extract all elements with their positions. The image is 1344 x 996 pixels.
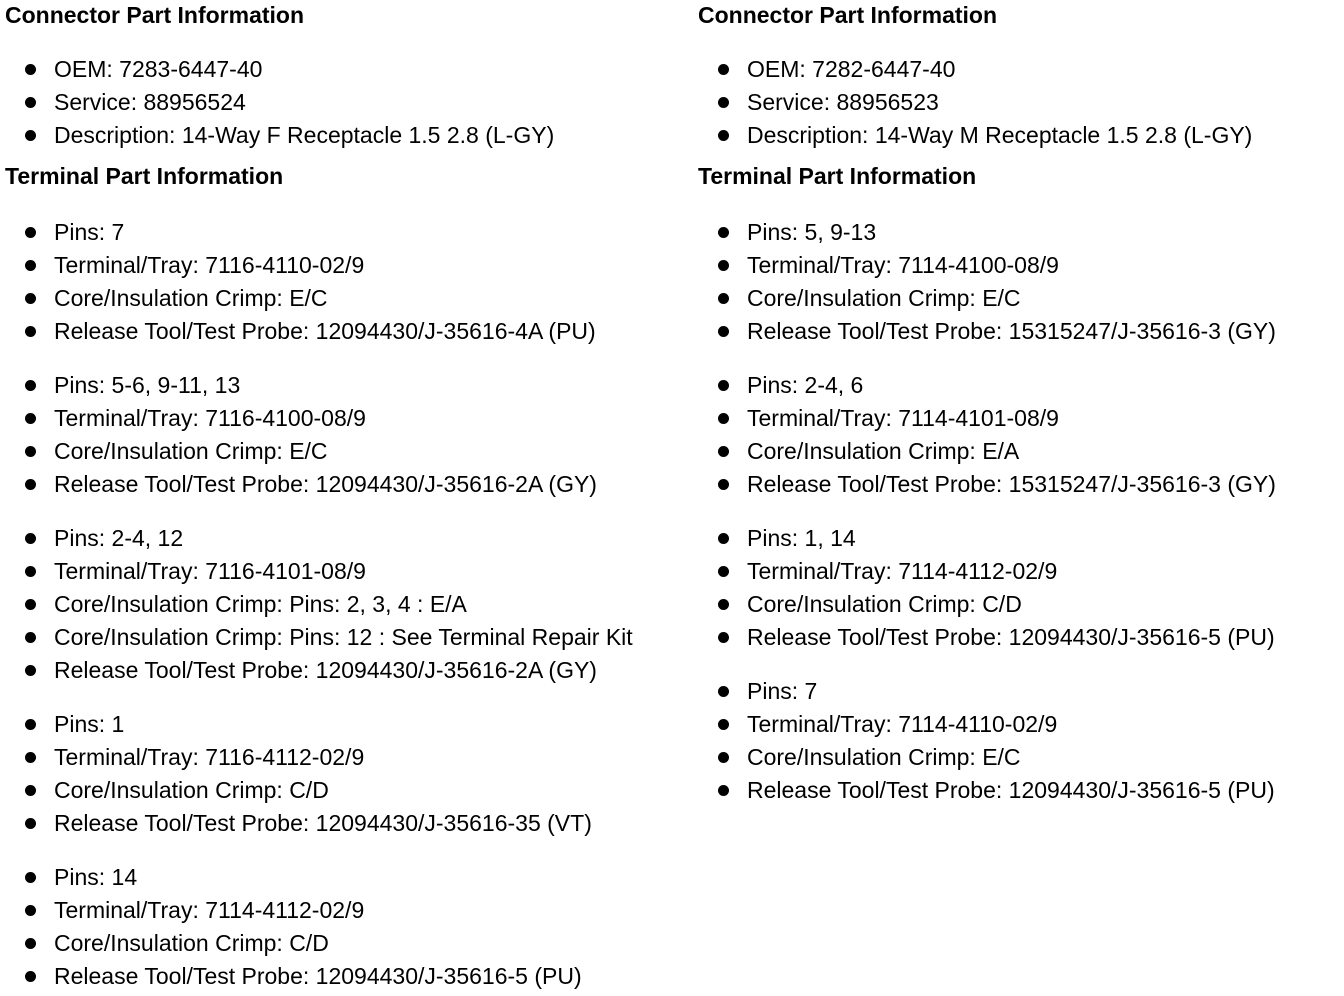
item-text: Core/Insulation Crimp: E/C: [54, 438, 328, 464]
item-text: Core/Insulation Crimp: Pins: 12 : See Terminal Repair Kit: [54, 624, 633, 650]
item-text: Pins: 2-4, 12: [54, 525, 184, 551]
bullet-icon: [718, 64, 729, 75]
list-item: [5, 807, 592, 840]
list-item: [5, 555, 633, 588]
item-text: Terminal/Tray: 7116-4101-08/9: [54, 558, 366, 584]
item-text: Terminal/Tray: 7116-4110-02/9: [54, 252, 365, 278]
bullet-icon: [718, 599, 729, 610]
list-item: [698, 216, 1276, 249]
terminal-group: [698, 675, 1275, 807]
bullet-icon: [25, 97, 36, 108]
item-text: Service: 88956523: [747, 89, 939, 115]
item-text: Pins: 14: [54, 864, 138, 890]
bullet-icon: [25, 632, 36, 643]
list-item: [698, 708, 1275, 741]
item-text: Pins: 5, 9-13: [747, 219, 877, 245]
list-item: [5, 315, 596, 348]
item-text: OEM: 7283-6447-40: [54, 56, 263, 82]
list-item: [698, 555, 1275, 588]
item-text: Core/Insulation Crimp: E/C: [747, 744, 1021, 770]
list-item: [5, 119, 554, 152]
bullet-icon: [25, 326, 36, 337]
bullet-icon: [718, 293, 729, 304]
item-text: Pins: 1: [54, 711, 125, 737]
list-item: [698, 282, 1276, 315]
list-item: [5, 216, 596, 249]
list-item: [698, 675, 1275, 708]
item-text: Terminal/Tray: 7116-4100-08/9: [54, 405, 366, 431]
item-text: Release Tool/Test Probe: 12094430/J-35616-2A (GY): [54, 657, 597, 683]
list-item: [698, 468, 1276, 501]
item-text: Pins: 2-4, 6: [747, 372, 864, 398]
item-text: Core/Insulation Crimp: E/C: [54, 285, 328, 311]
bullet-icon: [25, 599, 36, 610]
item-text: Release Tool/Test Probe: 12094430/J-35616-2A (GY): [54, 471, 597, 497]
item-text: Core/Insulation Crimp: C/D: [54, 777, 329, 803]
list-item: [5, 402, 597, 435]
list-item: [698, 621, 1275, 654]
item-text: Release Tool/Test Probe: 12094430/J-35616-4A (PU): [54, 318, 596, 344]
bullet-icon: [718, 227, 729, 238]
terminal-group: [5, 216, 596, 348]
terminal-heading: Terminal Part Information: [698, 163, 977, 189]
bullet-icon: [25, 260, 36, 271]
terminal-group: [698, 369, 1276, 501]
list-item: [5, 86, 554, 119]
bullet-icon: [25, 479, 36, 490]
terminal-heading: Terminal Part Information: [5, 163, 284, 189]
bullet-icon: [25, 719, 36, 730]
bullet-icon: [25, 566, 36, 577]
bullet-icon: [718, 719, 729, 730]
item-text: Release Tool/Test Probe: 12094430/J-35616-5 (PU): [54, 963, 582, 989]
connector-info-list: [698, 53, 1252, 152]
list-item: [5, 927, 582, 960]
bullet-icon: [718, 446, 729, 457]
list-item: [5, 894, 582, 927]
bullet-icon: [25, 293, 36, 304]
list-item: [5, 468, 597, 501]
bullet-icon: [718, 413, 729, 424]
bullet-icon: [25, 130, 36, 141]
item-text: Release Tool/Test Probe: 12094430/J-35616-5 (PU): [747, 777, 1275, 803]
item-text: Pins: 5-6, 9-11, 13: [54, 372, 241, 398]
item-text: Core/Insulation Crimp: C/D: [54, 930, 329, 956]
item-text: Core/Insulation Crimp: E/A: [747, 438, 1020, 464]
item-text: Release Tool/Test Probe: 15315247/J-35616-3 (GY): [747, 318, 1276, 344]
list-item: [5, 861, 582, 894]
list-item: [5, 621, 633, 654]
connector-info-list: [5, 53, 554, 152]
list-item: [698, 315, 1276, 348]
item-text: Pins: 1, 14: [747, 525, 856, 551]
list-item: [5, 53, 554, 86]
bullet-icon: [25, 785, 36, 796]
bullet-icon: [25, 227, 36, 238]
list-item: [5, 960, 582, 993]
list-item: [5, 249, 596, 282]
list-item: [698, 369, 1276, 402]
bullet-icon: [718, 380, 729, 391]
item-text: OEM: 7282-6447-40: [747, 56, 956, 82]
list-item: [5, 522, 633, 555]
bullet-icon: [718, 785, 729, 796]
bullet-icon: [25, 446, 36, 457]
terminal-group: [698, 522, 1275, 654]
terminal-group: [5, 861, 582, 993]
list-item: [5, 282, 596, 315]
connector-heading: Connector Part Information: [5, 2, 305, 28]
list-item: [5, 588, 633, 621]
item-text: Release Tool/Test Probe: 12094430/J-35616-35 (VT): [54, 810, 592, 836]
list-item: [5, 435, 597, 468]
bullet-icon: [25, 872, 36, 883]
terminal-group: [5, 522, 633, 687]
bullet-icon: [718, 130, 729, 141]
terminal-group: [5, 369, 597, 501]
list-item: [698, 402, 1276, 435]
list-item: [5, 369, 597, 402]
item-text: Terminal/Tray: 7114-4110-02/9: [747, 711, 1058, 737]
bullet-icon: [718, 479, 729, 490]
item-text: Terminal/Tray: 7114-4101-08/9: [747, 405, 1059, 431]
terminal-group: [5, 708, 592, 840]
bullet-icon: [25, 665, 36, 676]
list-item: [698, 119, 1252, 152]
list-item: [698, 249, 1276, 282]
item-text: Core/Insulation Crimp: E/C: [747, 285, 1021, 311]
item-text: Terminal/Tray: 7114-4112-02/9: [747, 558, 1058, 584]
bullet-icon: [25, 413, 36, 424]
item-text: Pins: 7: [54, 219, 125, 245]
bullet-icon: [718, 533, 729, 544]
item-text: Description: 14-Way F Receptacle 1.5 2.8 (L-GY): [54, 122, 555, 148]
bullet-icon: [25, 752, 36, 763]
item-text: Pins: 7: [747, 678, 818, 704]
list-item: [698, 53, 1252, 86]
list-item: [698, 435, 1276, 468]
item-text: Release Tool/Test Probe: 15315247/J-35616-3 (GY): [747, 471, 1276, 497]
bullet-icon: [25, 64, 36, 75]
bullet-icon: [718, 260, 729, 271]
bullet-icon: [718, 752, 729, 763]
list-item: [5, 741, 592, 774]
list-item: [5, 774, 592, 807]
list-item: [698, 522, 1275, 555]
bullet-icon: [718, 686, 729, 697]
item-text: Core/Insulation Crimp: C/D: [747, 591, 1022, 617]
item-text: Core/Insulation Crimp: Pins: 2, 3, 4 : E/A: [54, 591, 467, 617]
bullet-icon: [25, 380, 36, 391]
item-text: Terminal/Tray: 7116-4112-02/9: [54, 744, 365, 770]
list-item: [698, 86, 1252, 119]
bullet-icon: [25, 971, 36, 982]
item-text: Release Tool/Test Probe: 12094430/J-35616-5 (PU): [747, 624, 1275, 650]
terminal-group: [698, 216, 1276, 348]
bullet-icon: [718, 97, 729, 108]
bullet-icon: [25, 905, 36, 916]
list-item: [5, 708, 592, 741]
list-item: [698, 588, 1275, 621]
item-text: Description: 14-Way M Receptacle 1.5 2.8 (L-GY): [747, 122, 1253, 148]
item-text: Service: 88956524: [54, 89, 246, 115]
bullet-icon: [25, 938, 36, 949]
list-item: [698, 774, 1275, 807]
bullet-icon: [25, 818, 36, 829]
list-item: [5, 654, 633, 687]
item-text: Terminal/Tray: 7114-4100-08/9: [747, 252, 1059, 278]
connector-heading: Connector Part Information: [698, 2, 998, 28]
item-text: Terminal/Tray: 7114-4112-02/9: [54, 897, 365, 923]
bullet-icon: [718, 566, 729, 577]
list-item: [698, 741, 1275, 774]
bullet-icon: [25, 533, 36, 544]
bullet-icon: [718, 326, 729, 337]
bullet-icon: [718, 632, 729, 643]
